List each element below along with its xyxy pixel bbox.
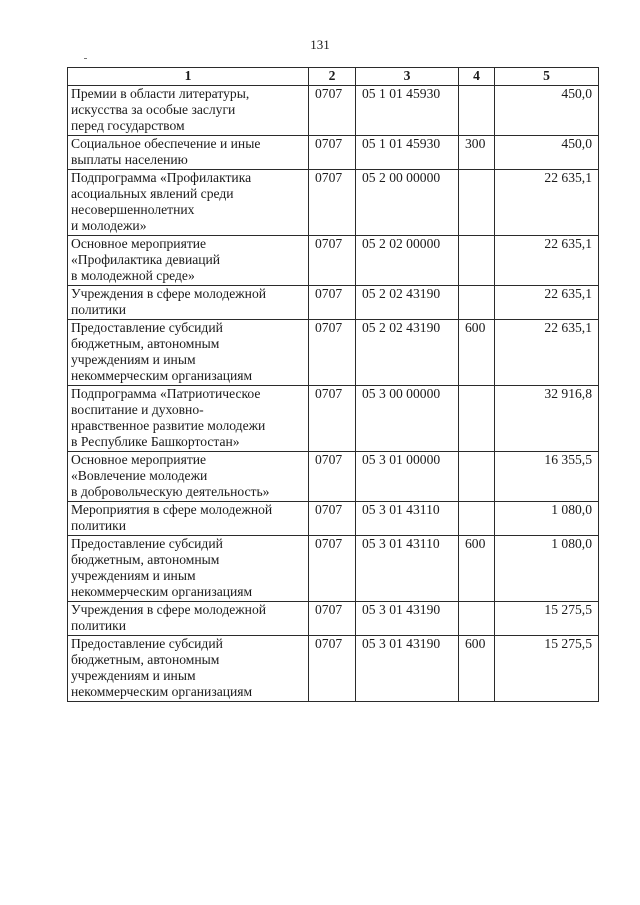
expense-name-line: Предоставление субсидий (71, 536, 223, 551)
table-row (68, 236, 599, 286)
amount-cell: 450,0 (495, 136, 599, 170)
budget-table (67, 67, 599, 702)
expense-name-cell (68, 636, 309, 702)
table-row (68, 386, 599, 452)
expense-name-line: учреждениям и иным (71, 568, 196, 583)
expense-name-cell (68, 170, 309, 236)
expense-type-cell (459, 386, 495, 452)
expense-name-line: «Вовлечение молодежи (71, 468, 208, 483)
expense-type-cell: 300 (459, 136, 495, 170)
expense-type-cell (459, 236, 495, 286)
expense-name-cell (68, 386, 309, 452)
expense-type-cell (459, 170, 495, 236)
expense-name-line: Учреждения в сфере молодежной (71, 286, 267, 301)
expense-name-line: политики (71, 618, 127, 633)
expense-name-line: некоммерческим организациям (71, 684, 253, 699)
expense-name-line: и молодежи» (71, 218, 147, 233)
expense-name-cell (68, 320, 309, 386)
section-code-cell: 0707 (309, 86, 356, 136)
target-article-cell: 05 1 01 45930 (356, 136, 459, 170)
target-article-cell: 05 2 02 00000 (356, 236, 459, 286)
target-article-cell: 05 3 01 43190 (356, 636, 459, 702)
expense-name-line: Предоставление субсидий (71, 636, 223, 651)
expense-name-line: перед государством (71, 118, 185, 133)
expense-name-line: Премии в области литературы, (71, 86, 250, 101)
page-number: 131 (310, 37, 330, 52)
expense-name-line: Мероприятия в сфере молодежной (71, 502, 273, 517)
amount-cell: 22 635,1 (495, 286, 599, 320)
table-row (68, 170, 599, 236)
expense-name-cell (68, 452, 309, 502)
target-article-cell: 05 3 01 43110 (356, 502, 459, 536)
column-header: 4 (459, 68, 495, 86)
expense-name-line: учреждениям и иным (71, 352, 196, 367)
expense-name-line: бюджетным, автономным (71, 336, 220, 351)
expense-name-line: в молодежной среде» (71, 268, 195, 283)
amount-cell: 15 275,5 (495, 636, 599, 702)
expense-name-line: Предоставление субсидий (71, 320, 223, 335)
target-article-cell: 05 2 00 00000 (356, 170, 459, 236)
target-article-cell: 05 3 01 43110 (356, 536, 459, 602)
expense-name-line: несовершеннолетних (71, 202, 195, 217)
expense-name-line: учреждениям и иным (71, 668, 196, 683)
amount-cell: 1 080,0 (495, 502, 599, 536)
expense-name-cell (68, 236, 309, 286)
expense-name-line: искусства за особые заслуги (71, 102, 236, 117)
section-code-cell: 0707 (309, 236, 356, 286)
expense-name-line: некоммерческим организациям (71, 584, 253, 599)
expense-name-line: асоциальных явлений среди (71, 186, 234, 201)
expense-name-line: политики (71, 518, 127, 533)
amount-cell: 32 916,8 (495, 386, 599, 452)
table-row (68, 320, 599, 386)
expense-name-line: бюджетным, автономным (71, 652, 220, 667)
table-row (68, 286, 599, 320)
section-code-cell: 0707 (309, 502, 356, 536)
column-header: 5 (495, 68, 599, 86)
section-code-cell: 0707 (309, 320, 356, 386)
scan-mark (84, 58, 87, 59)
expense-name-cell (68, 502, 309, 536)
target-article-cell: 05 3 00 00000 (356, 386, 459, 452)
column-header: 3 (356, 68, 459, 86)
target-article-cell: 05 3 01 43190 (356, 602, 459, 636)
expense-name-cell (68, 536, 309, 602)
amount-cell: 22 635,1 (495, 236, 599, 286)
amount-cell: 450,0 (495, 86, 599, 136)
expense-name-line: Учреждения в сфере молодежной (71, 602, 267, 617)
expense-type-cell (459, 286, 495, 320)
expense-name-line: Основное мероприятие (71, 236, 207, 251)
expense-type-cell (459, 86, 495, 136)
section-code-cell: 0707 (309, 602, 356, 636)
expense-type-cell (459, 502, 495, 536)
expense-name-line: бюджетным, автономным (71, 552, 220, 567)
expense-name-line: Подпрограмма «Патриотическое (71, 386, 261, 401)
expense-type-cell: 600 (459, 320, 495, 386)
table-body (68, 86, 599, 702)
expense-name-line: «Профилактика девиаций (71, 252, 221, 267)
table-header-row (68, 68, 599, 86)
expense-type-cell: 600 (459, 636, 495, 702)
table-row (68, 452, 599, 502)
expense-type-cell: 600 (459, 536, 495, 602)
section-code-cell: 0707 (309, 536, 356, 602)
column-header: 1 (68, 68, 309, 86)
table-row (68, 602, 599, 636)
expense-name-line: политики (71, 302, 127, 317)
expense-name-cell (68, 286, 309, 320)
expense-name-line: в добровольческую деятельность» (71, 484, 270, 499)
expense-name-line: некоммерческим организациям (71, 368, 253, 383)
target-article-cell: 05 1 01 45930 (356, 86, 459, 136)
amount-cell: 16 355,5 (495, 452, 599, 502)
expense-name-line: Подпрограмма «Профилактика (71, 170, 252, 185)
expense-name-line: выплаты населению (71, 152, 188, 167)
table-row (68, 86, 599, 136)
section-code-cell: 0707 (309, 170, 356, 236)
expense-name-cell (68, 602, 309, 636)
section-code-cell: 0707 (309, 136, 356, 170)
expense-name-line: Социальное обеспечение и иные (71, 136, 261, 151)
table-row (68, 636, 599, 702)
expense-type-cell (459, 602, 495, 636)
amount-cell: 15 275,5 (495, 602, 599, 636)
table-row (68, 536, 599, 602)
expense-name-line: воспитание и духовно- (71, 402, 204, 417)
expense-name-line: Основное мероприятие (71, 452, 207, 467)
amount-cell: 1 080,0 (495, 536, 599, 602)
amount-cell: 22 635,1 (495, 170, 599, 236)
target-article-cell: 05 2 02 43190 (356, 320, 459, 386)
column-header: 2 (309, 68, 356, 86)
section-code-cell: 0707 (309, 636, 356, 702)
section-code-cell: 0707 (309, 286, 356, 320)
table-row (68, 502, 599, 536)
section-code-cell: 0707 (309, 386, 356, 452)
target-article-cell: 05 3 01 00000 (356, 452, 459, 502)
expense-name-line: нравственное развитие молодежи (71, 418, 266, 433)
expense-name-cell (68, 136, 309, 170)
amount-cell: 22 635,1 (495, 320, 599, 386)
expense-name-cell (68, 86, 309, 136)
target-article-cell: 05 2 02 43190 (356, 286, 459, 320)
expense-type-cell (459, 452, 495, 502)
expense-name-line: в Республике Башкортостан» (71, 434, 240, 449)
section-code-cell: 0707 (309, 452, 356, 502)
table-row (68, 136, 599, 170)
